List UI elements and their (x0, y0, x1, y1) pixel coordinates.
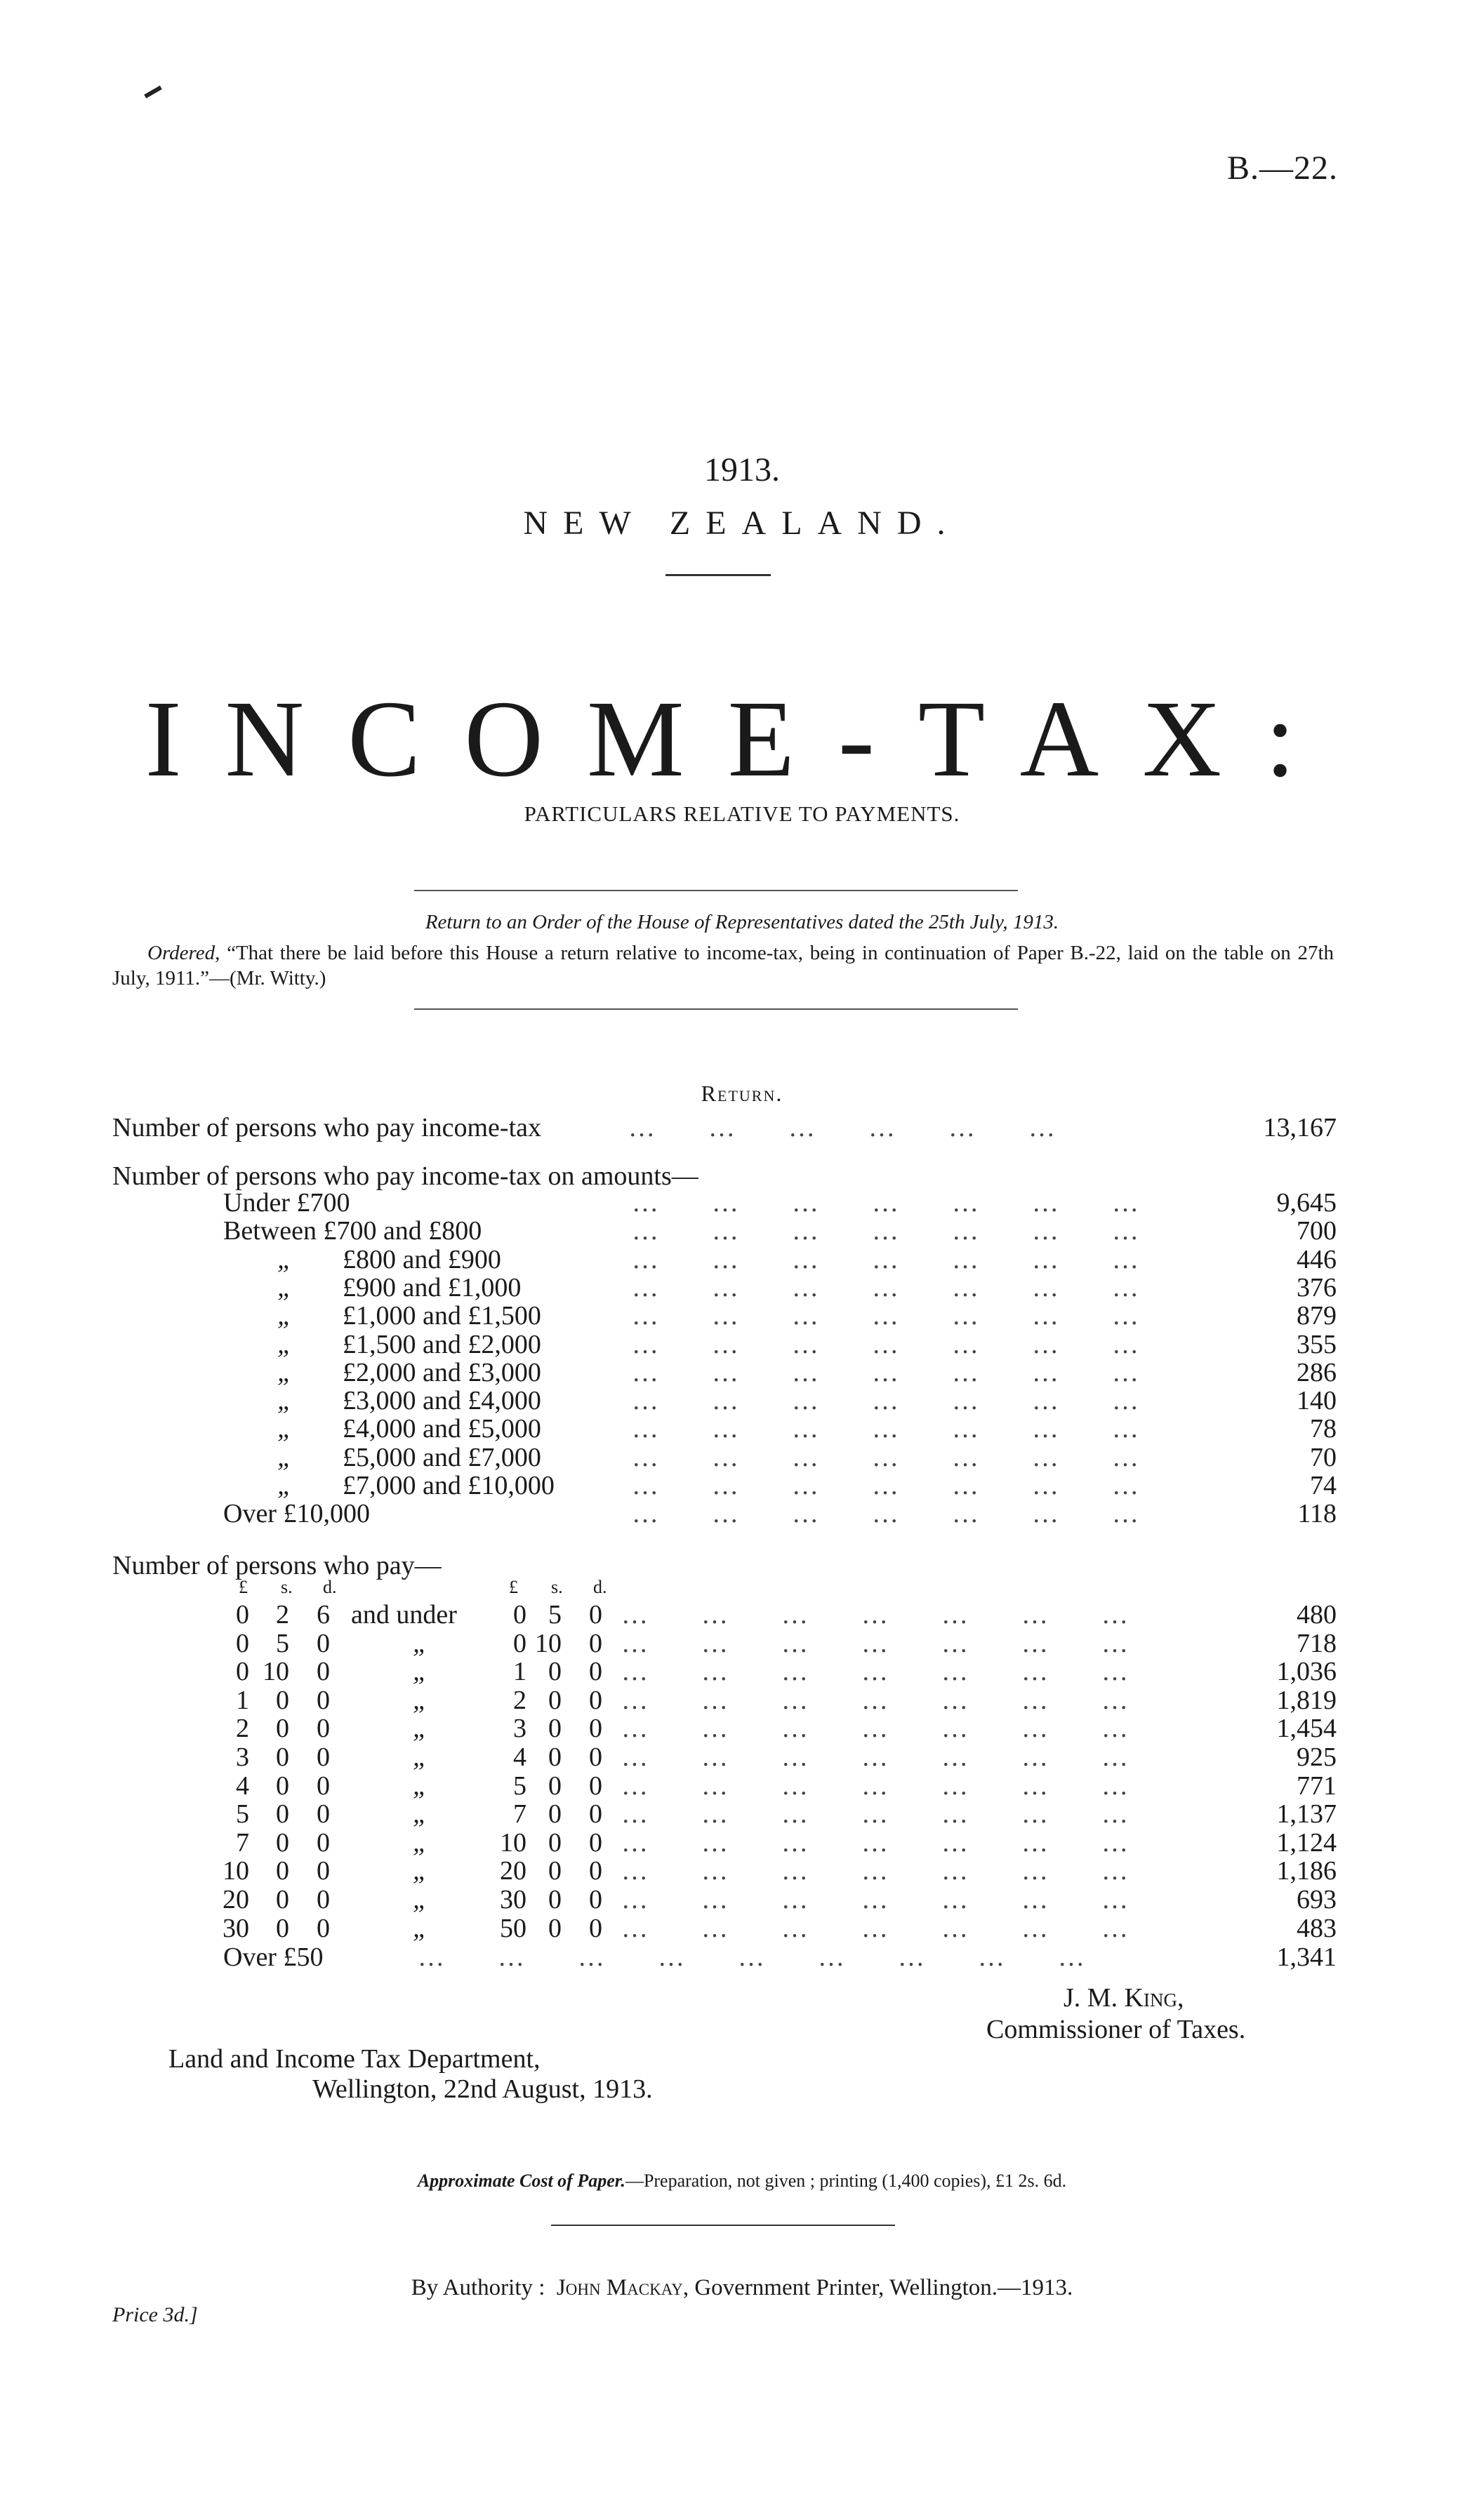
ditto-mark: „ (277, 1329, 293, 1359)
to-pounds: 3 (513, 1714, 526, 1744)
pay-value: 925 (1297, 1742, 1337, 1772)
leader-dots: … … … … … … … (621, 1685, 1128, 1715)
to-pounds: 1 (513, 1657, 526, 1687)
ditto-mark: „ (277, 1471, 293, 1500)
total-label: Number of persons who pay income-tax (112, 1113, 542, 1142)
department-line1: Land and Income Tax Department, (168, 2044, 541, 2074)
pay-row (0, 1885, 1484, 1914)
amount-label: £4,000 and £5,000 (343, 1414, 541, 1444)
from-pounds: 3 (236, 1742, 249, 1772)
to-shillings: 0 (548, 1771, 562, 1801)
from-shillings: 2 (276, 1600, 289, 1629)
signature-title: Commissioner of Taxes. (986, 2015, 1246, 2044)
to-pence: 0 (589, 1799, 602, 1829)
paper-reference: B.—22. (1226, 149, 1338, 187)
to-pence: 0 (589, 1742, 602, 1772)
leader-dots: … … … … … … … (621, 1913, 1128, 1943)
from-shillings: 10 (263, 1657, 289, 1687)
to-pound-header: £ (509, 1577, 518, 1597)
to-shillings: 5 (548, 1600, 562, 1629)
pay-row (0, 1771, 1484, 1801)
authority-line (0, 2275, 1484, 2301)
to-shillings: 0 (548, 1685, 562, 1715)
amounts-heading: Number of persons who pay income-tax on amounts— (112, 1161, 698, 1191)
pay-value: 483 (1297, 1913, 1337, 1943)
from-pounds: 4 (236, 1771, 249, 1801)
leader-dots: … … … … … … … (632, 1414, 1139, 1444)
pay-value: 718 (1297, 1628, 1337, 1658)
to-pence: 0 (589, 1885, 602, 1914)
to-pounds: 10 (500, 1827, 526, 1858)
to-pence: 0 (589, 1714, 602, 1744)
leader-dots: … … … … … … … (632, 1188, 1139, 1218)
to-shillings: 0 (548, 1714, 562, 1744)
leader-dots: … … … … … … (628, 1113, 1055, 1142)
to-pence: 0 (589, 1600, 602, 1629)
leader-dots: … … … … … … … (632, 1216, 1139, 1246)
range-connector: „ (413, 1714, 428, 1744)
amount-label: Under £700 (223, 1188, 350, 1218)
range-connector: „ (413, 1885, 428, 1914)
leader-dots: … … … … … … … (632, 1442, 1139, 1472)
divider (414, 1008, 1018, 1010)
from-pence: 0 (317, 1742, 330, 1772)
pay-row (0, 1742, 1484, 1772)
from-shillings: 0 (276, 1799, 289, 1829)
pay-heading-row (0, 1551, 1484, 1580)
to-shillings: 0 (548, 1913, 562, 1943)
pay-row (0, 1629, 1484, 1658)
pay-row (0, 1600, 1484, 1629)
from-shillings: 0 (276, 1913, 289, 1943)
range-connector: „ (413, 1856, 428, 1886)
amount-value: 9,645 (1276, 1188, 1337, 1218)
from-pence: 0 (317, 1628, 330, 1658)
leader-dots: … … … … … … … (632, 1329, 1139, 1359)
amount-label: £5,000 and £7,000 (343, 1442, 541, 1472)
pay-value: 480 (1297, 1600, 1337, 1629)
range-connector: „ (413, 1771, 428, 1801)
ditto-mark: „ (277, 1244, 293, 1274)
to-shillings: 0 (548, 1742, 562, 1772)
from-pounds: 0 (236, 1628, 249, 1658)
to-pence: 0 (589, 1771, 602, 1801)
from-pounds: 20 (223, 1885, 249, 1914)
to-pounds: 7 (513, 1799, 526, 1829)
leader-dots: … … … … … … … (621, 1885, 1128, 1914)
from-pence-header: d. (323, 1577, 337, 1597)
pay-value: 1,124 (1276, 1827, 1337, 1858)
return-note: Return to an Order of the House of Representatives dated the 25th July, 1913. (425, 911, 1059, 933)
amount-label: Between £700 and £800 (223, 1216, 482, 1246)
amount-label: £800 and £900 (343, 1244, 501, 1274)
ditto-mark: „ (277, 1386, 293, 1416)
cost-text: —Preparation, not given ; printing (1,400 copies), £1 2s. 6d. (625, 2171, 1067, 2191)
leader-dots: … … … … … … … (621, 1799, 1128, 1829)
to-shillings: 0 (548, 1885, 562, 1914)
amount-row (0, 1358, 1484, 1387)
range-connector: „ (413, 1799, 428, 1829)
from-pence: 0 (317, 1913, 330, 1943)
leader-dots: … … … … … … … (621, 1657, 1128, 1687)
country: NEW ZEALAND. (523, 505, 961, 542)
to-pounds: 2 (513, 1685, 526, 1715)
cost-label: Approximate Cost of Paper. (417, 2171, 625, 2191)
from-shillings: 5 (276, 1628, 289, 1658)
year: 1913. (704, 451, 780, 488)
ditto-mark: „ (277, 1357, 293, 1387)
ditto-mark: „ (277, 1414, 293, 1444)
leader-dots: … … … … … … … (621, 1628, 1128, 1658)
from-pence: 6 (317, 1600, 330, 1629)
amount-row (0, 1499, 1484, 1528)
pay-value: 1,454 (1276, 1714, 1337, 1744)
pay-value: 1,036 (1276, 1657, 1337, 1687)
to-pence-header: d. (593, 1577, 607, 1597)
amount-label: £1,000 and £1,500 (343, 1301, 541, 1331)
to-shillings: 0 (548, 1827, 562, 1858)
range-connector: „ (413, 1657, 428, 1687)
divider (551, 2225, 895, 2226)
to-pence: 0 (589, 1913, 602, 1943)
from-pence: 0 (317, 1771, 330, 1801)
leader-dots: … … … … … … … (632, 1357, 1139, 1387)
amount-row (0, 1188, 1484, 1218)
amounts-heading-row (0, 1161, 1484, 1191)
leader-dots: … … … … … … … (632, 1244, 1139, 1274)
amount-label: Over £10,000 (223, 1499, 370, 1529)
authority-prefix: By Authority : (411, 2275, 545, 2300)
to-pence: 0 (589, 1685, 602, 1715)
from-pounds: 2 (236, 1714, 249, 1744)
from-pounds: 30 (223, 1913, 249, 1943)
amount-row (0, 1471, 1484, 1500)
from-pence: 0 (317, 1657, 330, 1687)
leader-dots: … … … … … … … … … (418, 1942, 1085, 1972)
pay-over-label: Over £50 (223, 1942, 324, 1972)
from-shillings: 0 (276, 1685, 289, 1715)
amount-value: 700 (1297, 1216, 1337, 1246)
pay-value: 1,137 (1276, 1799, 1337, 1829)
leader-dots: … … … … … … … (621, 1856, 1128, 1886)
to-pounds: 5 (513, 1771, 526, 1801)
ordered-paragraph (112, 940, 1334, 992)
from-pence: 0 (317, 1685, 330, 1715)
from-pounds: 1 (236, 1685, 249, 1715)
from-pence: 0 (317, 1714, 330, 1744)
leader-dots: … … … … … … … (621, 1600, 1128, 1629)
amount-row (0, 1386, 1484, 1415)
amount-value: 140 (1297, 1386, 1337, 1416)
pay-row (0, 1914, 1484, 1943)
authority-rest: Government Printer, Wellington.—1913. (694, 2275, 1073, 2300)
amount-value: 376 (1297, 1272, 1337, 1302)
range-connector: „ (413, 1685, 428, 1715)
leader-dots: … … … … … … … (632, 1471, 1139, 1500)
authority-printer: John Mackay, (556, 2275, 689, 2300)
to-pence: 0 (589, 1856, 602, 1886)
amount-row (0, 1330, 1484, 1359)
from-pence: 0 (317, 1827, 330, 1858)
to-shillings: 0 (548, 1856, 562, 1886)
ditto-mark: „ (277, 1272, 293, 1302)
range-connector: „ (413, 1913, 428, 1943)
from-shillings: 0 (276, 1714, 289, 1744)
amount-row (0, 1273, 1484, 1302)
signature-name: J. M. King, (1064, 1983, 1184, 2013)
amount-value: 355 (1297, 1329, 1337, 1359)
pay-value: 771 (1297, 1771, 1337, 1801)
amount-row (0, 1216, 1484, 1246)
range-connector: „ (413, 1827, 428, 1858)
amount-row (0, 1443, 1484, 1472)
leader-dots: … … … … … … … (621, 1771, 1128, 1801)
ordered-label: Ordered, (147, 942, 220, 964)
return-heading: Return. (701, 1081, 783, 1106)
pay-row (0, 1828, 1484, 1858)
from-pounds: 0 (236, 1657, 249, 1687)
total-value: 13,167 (1263, 1113, 1337, 1142)
from-pence: 0 (317, 1856, 330, 1886)
amount-row (0, 1301, 1484, 1331)
from-pound-header: £ (239, 1577, 248, 1597)
ordered-text: “That there be laid before this House a return relative to income-tax, being in continuation of Paper B.-22, laid on the table on 27th July, 1911.”—(Mr. Witty.) (112, 942, 1334, 990)
page-subtitle: PARTICULARS RELATIVE TO PAYMENTS. (524, 801, 960, 826)
leader-dots: … … … … … … … (632, 1499, 1139, 1529)
range-connector: „ (413, 1628, 428, 1658)
pay-value: 693 (1297, 1885, 1337, 1914)
pay-row (0, 1714, 1484, 1743)
to-pounds: 0 (513, 1600, 526, 1629)
from-shillings: 0 (276, 1742, 289, 1772)
from-shillings: 0 (276, 1771, 289, 1801)
from-shillings: 0 (276, 1827, 289, 1858)
to-shillings: 10 (535, 1628, 562, 1658)
divider (665, 574, 771, 576)
price: Price 3d.] (112, 2303, 198, 2326)
divider (414, 890, 1018, 891)
pay-value: 1,186 (1276, 1856, 1337, 1886)
to-pounds: 4 (513, 1742, 526, 1772)
amount-row (0, 1414, 1484, 1444)
to-shilling-header: s. (551, 1577, 563, 1597)
leader-dots: … … … … … … … (621, 1742, 1128, 1772)
amount-label: £3,000 and £4,000 (343, 1386, 541, 1416)
to-pounds: 20 (500, 1856, 526, 1886)
pay-value: 1,819 (1276, 1685, 1337, 1715)
from-shillings: 0 (276, 1885, 289, 1914)
department-line2: Wellington, 22nd August, 1913. (312, 2074, 653, 2104)
ditto-mark: „ (277, 1301, 293, 1331)
leader-dots: … … … … … … … (632, 1272, 1139, 1302)
to-shillings: 0 (548, 1657, 562, 1687)
to-pence: 0 (589, 1827, 602, 1858)
to-pence: 0 (589, 1657, 602, 1687)
stray-ink-mark (144, 86, 162, 98)
amount-label: £900 and £1,000 (343, 1272, 522, 1302)
from-pence: 0 (317, 1799, 330, 1829)
amount-value: 74 (1310, 1471, 1337, 1500)
from-pence: 0 (317, 1885, 330, 1914)
leader-dots: … … … … … … … (632, 1301, 1139, 1331)
amount-value: 446 (1297, 1244, 1337, 1274)
from-pounds: 0 (236, 1600, 249, 1629)
amount-value: 118 (1297, 1499, 1337, 1529)
leader-dots: … … … … … … … (621, 1827, 1128, 1858)
amount-value: 286 (1297, 1357, 1337, 1387)
to-pounds: 50 (500, 1913, 526, 1943)
to-pounds: 30 (500, 1885, 526, 1914)
total-row (0, 1113, 1484, 1142)
amount-value: 70 (1310, 1442, 1337, 1472)
pay-row (0, 1856, 1484, 1886)
pay-row (0, 1657, 1484, 1686)
pay-over-row (0, 1942, 1484, 1972)
amount-row (0, 1245, 1484, 1274)
from-pounds: 5 (236, 1799, 249, 1829)
to-shillings: 0 (548, 1799, 562, 1829)
from-pounds: 10 (223, 1856, 249, 1886)
from-shilling-header: s. (281, 1577, 293, 1597)
pay-row (0, 1799, 1484, 1829)
from-pounds: 7 (236, 1827, 249, 1858)
amount-label: £2,000 and £3,000 (343, 1357, 541, 1387)
pay-row (0, 1686, 1484, 1715)
leader-dots: … … … … … … … (621, 1714, 1128, 1744)
cost-note (0, 2171, 1484, 2192)
pay-heading: Number of persons who pay— (112, 1551, 442, 1580)
amount-label: £1,500 and £2,000 (343, 1329, 541, 1359)
amount-label: £7,000 and £10,000 (343, 1471, 555, 1500)
range-connector: „ (413, 1742, 428, 1772)
to-pence: 0 (589, 1628, 602, 1658)
page-title: INCOME-TAX: (145, 678, 1339, 799)
leader-dots: … … … … … … … (632, 1386, 1139, 1416)
pay-over-value: 1,341 (1276, 1942, 1337, 1972)
amount-value: 78 (1310, 1414, 1337, 1444)
range-connector: and under (351, 1600, 457, 1629)
amount-value: 879 (1297, 1301, 1337, 1331)
to-pounds: 0 (513, 1628, 526, 1658)
from-shillings: 0 (276, 1856, 289, 1886)
ditto-mark: „ (277, 1442, 293, 1472)
